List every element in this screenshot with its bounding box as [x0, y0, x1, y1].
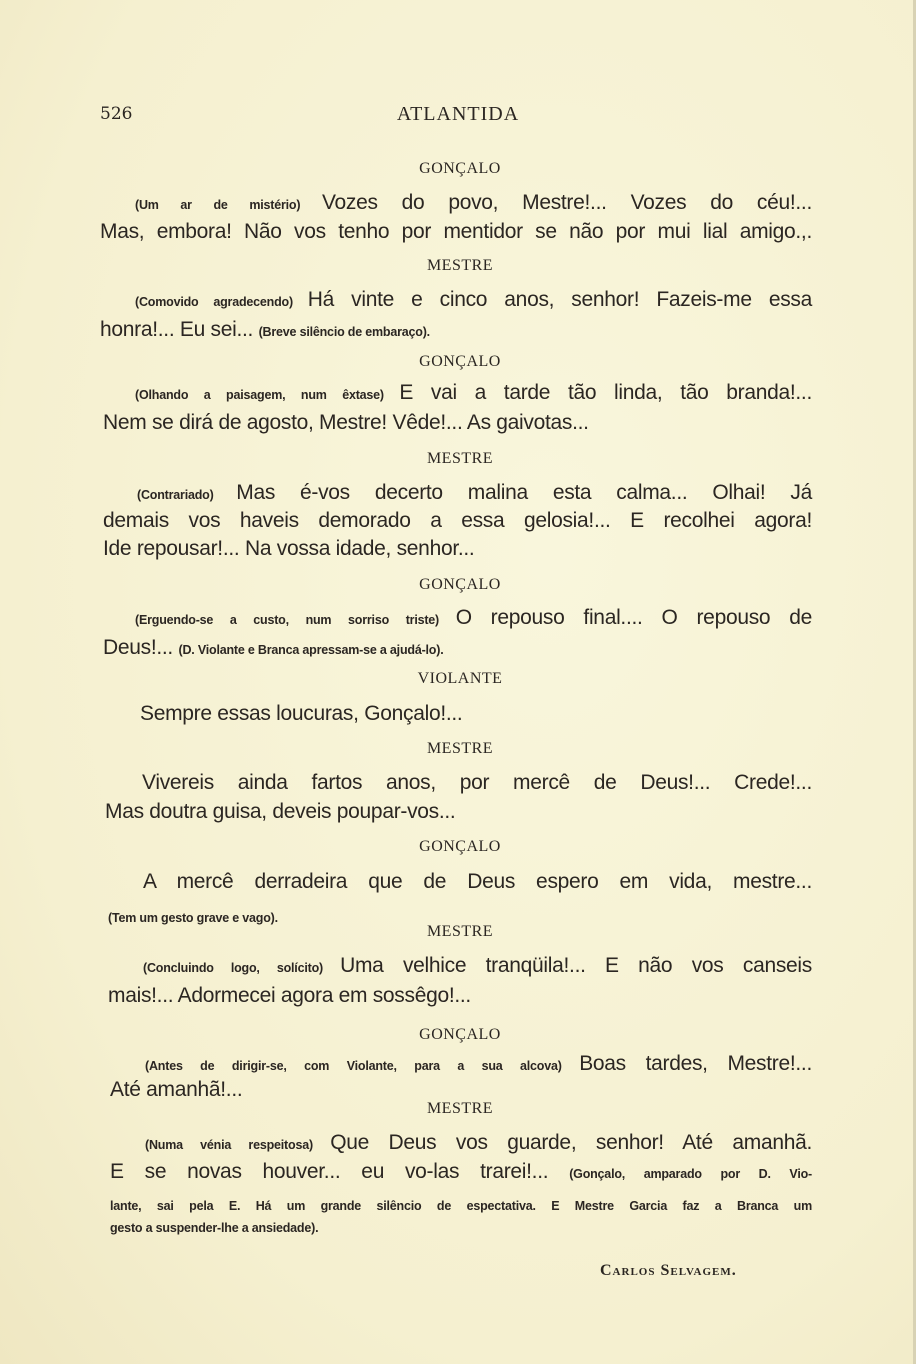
stage-direction: (Contrariado) — [137, 488, 237, 502]
dialogue-line — [103, 634, 443, 664]
dialogue-line — [140, 700, 462, 728]
spoken-text: A mercê derradeira que de Deus espero em vida, mestre... — [143, 870, 812, 893]
dialogue-line — [103, 535, 474, 563]
author-signature: Carlos Selvagem. — [600, 1262, 737, 1279]
dialogue-line — [100, 316, 430, 346]
stage-direction: (Olhando a paisagem, num êxtase) — [135, 388, 400, 402]
dialogue-line — [103, 507, 812, 535]
dialogue-line — [108, 982, 471, 1010]
dialogue-line — [110, 1212, 318, 1242]
running-title: ATLANTIDA — [396, 103, 520, 125]
dialogue-line — [105, 798, 455, 826]
spoken-text: Até amanhã!... — [110, 1078, 243, 1101]
spoken-text: Boas tardes, Mestre!... — [579, 1052, 812, 1075]
spoken-text: Sempre essas loucuras, Gonçalo!... — [140, 702, 463, 725]
spoken-text: honra!... Eu sei... — [100, 318, 259, 341]
spoken-text: Há vinte e cinco anos, senhor! Fazeis-me essa — [307, 288, 812, 311]
stage-direction: (Concluindo logo, solícito) — [143, 961, 341, 975]
stage-direction: gesto a suspender-lhe a ansiedade). — [110, 1221, 319, 1235]
speaker-name: VIOLANTE — [417, 670, 503, 687]
stage-direction: lante, sai pela E. Há um grande silêncio de espectativa. E Mestre Garcia faz a Branca um — [110, 1199, 812, 1213]
dialogue-line — [110, 1158, 812, 1188]
spoken-text: Uma velhice tranqüila!... E não vos canseis — [340, 954, 812, 977]
speaker-name: MESTRE — [426, 923, 494, 940]
spoken-text: Mas doutra guisa, deveis poupar-vos... — [105, 800, 456, 823]
speaker-name: GONÇALO — [419, 353, 501, 370]
speaker-name: MESTRE — [426, 740, 494, 757]
speaker-name: MESTRE — [426, 1100, 494, 1117]
speaker-name: MESTRE — [426, 450, 494, 467]
dialogue-line — [135, 189, 812, 219]
dialogue-line — [143, 868, 812, 896]
dialogue-line — [137, 479, 812, 509]
spoken-text: Nem se dirá de agosto, Mestre! Vêde!... As gaivotas... — [103, 411, 589, 434]
stage-direction: (Antes de dirigir-se, com Violante, para a sua alcova) — [145, 1059, 580, 1073]
spoken-text: Ide repousar!... Na vossa idade, senhor... — [103, 537, 475, 560]
page-number: 526 — [100, 104, 133, 124]
spoken-text: E se novas houver... eu vo-las trarei!... — [110, 1160, 570, 1183]
spoken-text: Vozes do povo, Mestre!... Vozes do céu!... — [321, 191, 812, 214]
dialogue-line — [145, 1129, 812, 1159]
speaker-name: GONÇALO — [419, 576, 501, 593]
speaker-name: GONÇALO — [419, 838, 501, 855]
speaker-name: GONÇALO — [419, 160, 501, 177]
stage-direction: (Um ar de mistério) — [135, 198, 322, 212]
spoken-text: Mas, embora! Não vos tenho por mentidor se não por mui lial amigo.,. — [100, 220, 812, 243]
spoken-text: O repouso final.... O repouso de — [455, 606, 812, 629]
spoken-text: demais vos haveis demorado a essa gelosia!... E recolhei agora! — [103, 509, 812, 532]
stage-direction: (Erguendo-se a custo, num sorriso triste) — [135, 613, 456, 627]
stage-direction: (Tem um gesto grave e vago). — [108, 911, 278, 925]
stage-direction: (D. Violante e Branca apressam-se a ajudá-lo). — [178, 643, 444, 657]
dialogue-line — [142, 769, 812, 797]
stage-direction: (Breve silêncio de embaraço). — [258, 325, 430, 339]
speaker-name: MESTRE — [426, 257, 494, 274]
speaker-name: GONÇALO — [419, 1026, 501, 1043]
dialogue-line — [145, 1050, 812, 1080]
spoken-text: Deus!... — [103, 636, 179, 659]
spoken-text: Vivereis ainda fartos anos, por mercê de Deus!... Crede!... — [142, 771, 812, 794]
spoken-text: Mas é-vos decerto malina esta calma... Olhai! Já — [236, 481, 812, 504]
dialogue-line — [100, 218, 812, 246]
spoken-text: E vai a tarde tão linda, tão branda!... — [399, 381, 812, 404]
dialogue-line — [135, 379, 812, 409]
dialogue-line — [135, 286, 812, 316]
dialogue-line — [103, 409, 589, 437]
spoken-text: mais!... Adormecei agora em sossêgo!... — [108, 984, 471, 1007]
stage-direction: (Comovido agradecendo) — [135, 295, 308, 309]
dialogue-line — [135, 604, 812, 634]
stage-direction: (Numa vénia respeitosa) — [145, 1138, 331, 1152]
spoken-text: Que Deus vos guarde, senhor! Até amanhã. — [330, 1131, 813, 1154]
dialogue-line — [143, 952, 812, 982]
stage-direction: (Gonçalo, amparado por D. Vio- — [569, 1167, 812, 1181]
